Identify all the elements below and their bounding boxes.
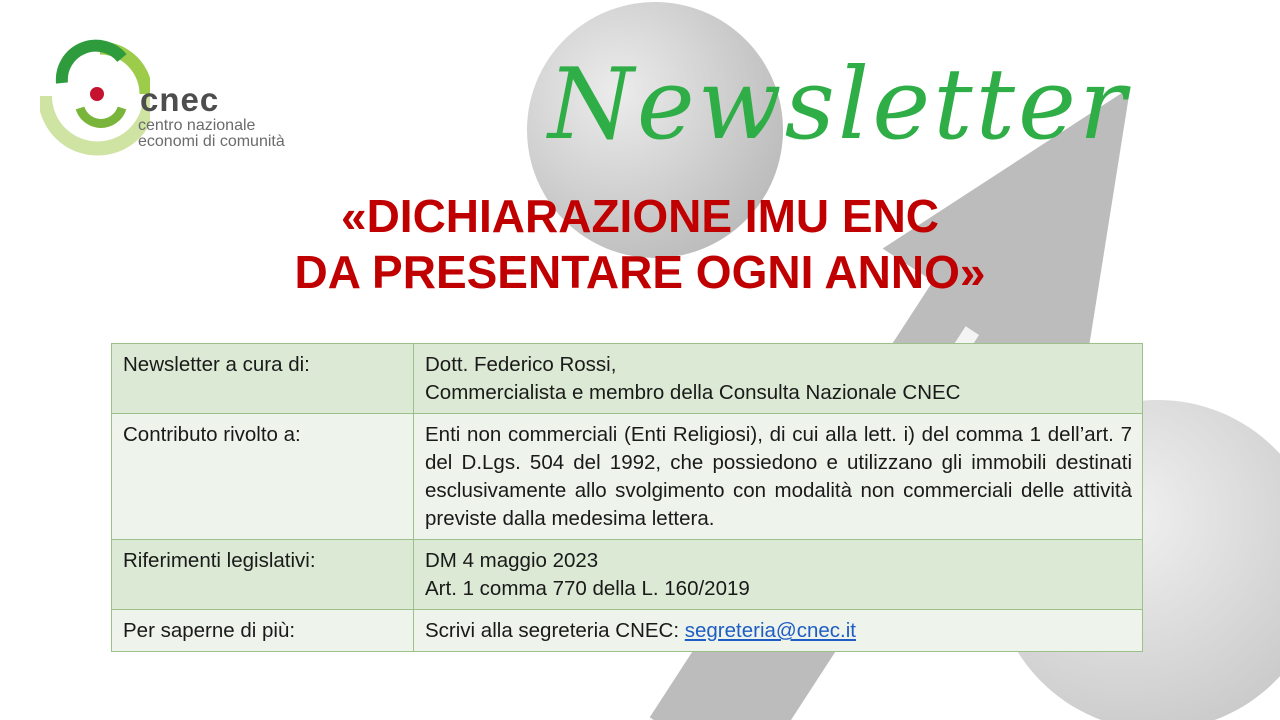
title-line-2: DA PRESENTARE OGNI ANNO» xyxy=(294,246,986,298)
email-link[interactable]: segreteria@cnec.it xyxy=(684,619,856,642)
row-value-curated-by xyxy=(414,344,1143,414)
reference-2: Art. 1 comma 770 della L. 160/2019 xyxy=(425,577,750,600)
logo-tagline-line1: centro nazionale xyxy=(138,117,256,134)
table-row xyxy=(112,344,1143,414)
logo-tagline-line2: economi di comunità xyxy=(138,133,285,150)
row-value-target: Enti non commerciali (Enti Religiosi), di cui alla lett. i) del comma 1 dell’art. 7 del D.Lgs. 504 del 1992, che possiedono e utilizzano gli immobili destinati esclusivamente allo svolgimento con modalità non commerciali delle attività previste dalla medesima lettera. xyxy=(414,414,1143,540)
author-role: Commercialista e membro della Consulta Nazionale CNEC xyxy=(425,381,961,404)
info-table xyxy=(111,343,1143,652)
page-title xyxy=(140,188,1140,300)
row-label-curated-by: Newsletter a cura di: xyxy=(112,344,414,414)
row-value-contact xyxy=(414,610,1143,652)
cnec-logo xyxy=(40,38,350,158)
row-value-references xyxy=(414,540,1143,610)
logo-swirl-icon xyxy=(40,38,150,158)
logo-name: cnec xyxy=(140,81,220,118)
author-name: Dott. Federico Rossi, xyxy=(425,353,617,376)
row-label-target: Contributo rivolto a: xyxy=(112,414,414,540)
table-row xyxy=(112,610,1143,652)
table-row xyxy=(112,540,1143,610)
title-line-1: «DICHIARAZIONE IMU ENC xyxy=(340,190,940,242)
row-label-contact: Per saperne di più: xyxy=(112,610,414,652)
row-label-references: Riferimenti legislativi: xyxy=(112,540,414,610)
logo-tagline xyxy=(138,118,285,150)
reference-1: DM 4 maggio 2023 xyxy=(425,549,599,572)
contact-text: Scrivi alla segreteria CNEC: xyxy=(425,619,685,642)
newsletter-heading: Newsletter xyxy=(548,48,1129,162)
table-row xyxy=(112,414,1143,540)
